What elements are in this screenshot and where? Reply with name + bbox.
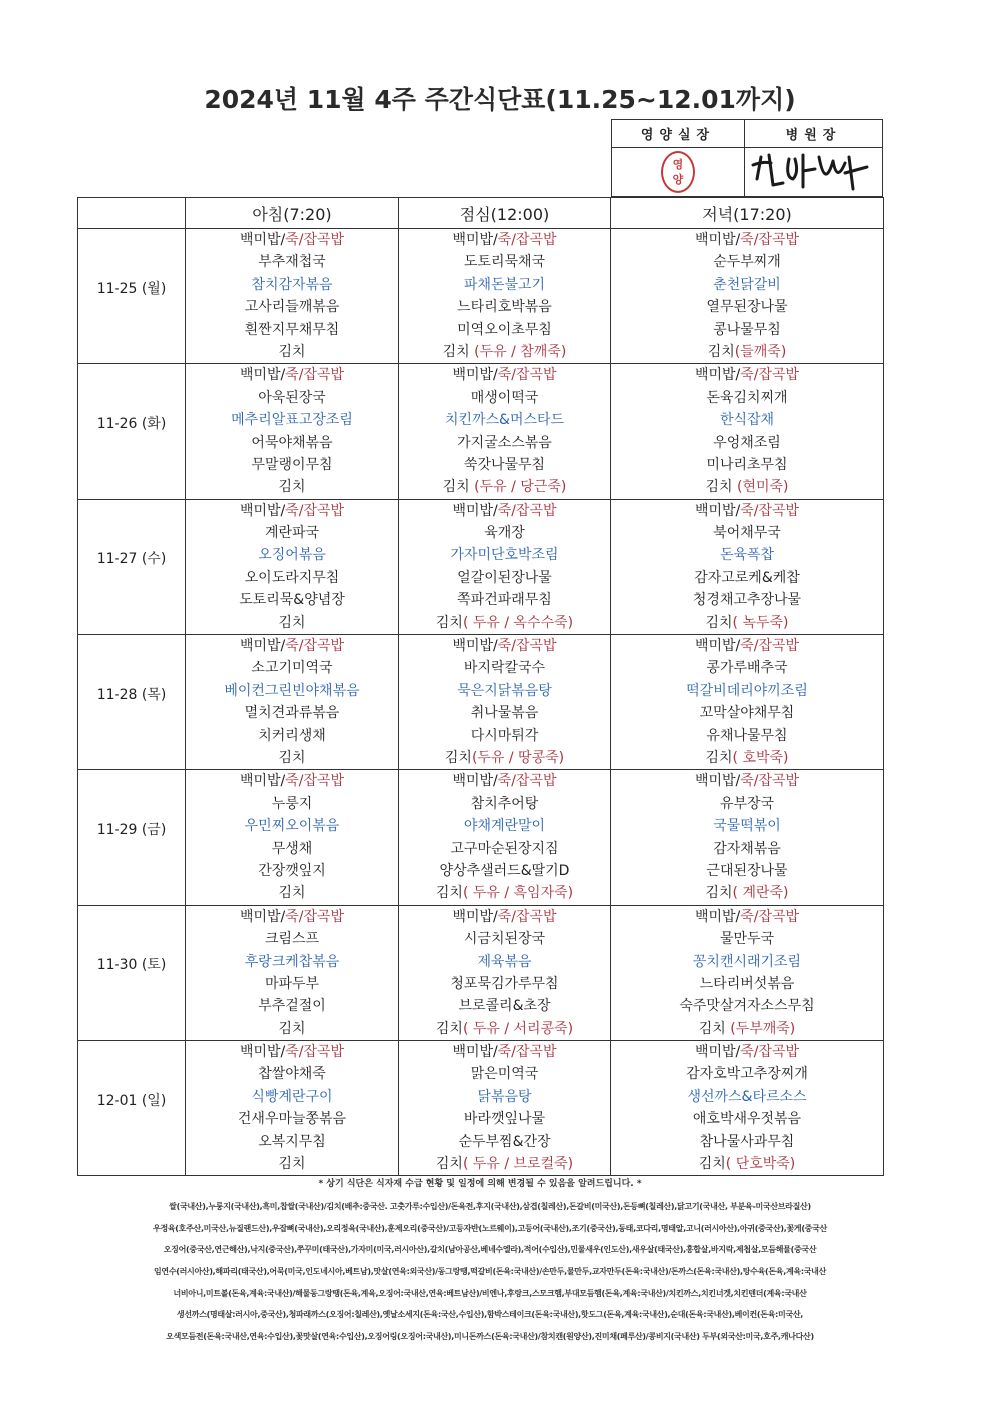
menu-item: 돈육폭찹 xyxy=(719,547,775,564)
kimchi: 김치 xyxy=(707,343,735,360)
origin-line: 우정육(호주산,미국산,뉴질랜드산),우잡뼈(국내산),오리정육(국내산),훈제오리(중국산)/고등자반(노르웨이),고등어(국내산),조기(중국산),동태,코다리,명태알,고니(러시아산),아귀(중국산),꽃게(중국산 xyxy=(153,1223,827,1233)
rice-white: 백미밥/ xyxy=(452,773,498,790)
rice-porridge-grain: 죽/잡곡밥 xyxy=(285,908,345,925)
kimchi: 김치 xyxy=(278,1020,306,1037)
rice-line xyxy=(399,364,610,386)
menu-item: 감자호박고추장찌개 xyxy=(686,1066,808,1083)
menu-item: 제육볶음 xyxy=(477,953,532,970)
kimchi-line xyxy=(611,612,883,634)
menu-item: 순두부찜&간장 xyxy=(458,1133,551,1150)
menu-item: 흰짠지무채무침 xyxy=(244,321,340,338)
menu-item: 국물떡볶이 xyxy=(713,818,781,835)
lunch-cell xyxy=(399,364,611,499)
menu-item: 춘천닭갈비 xyxy=(713,276,781,293)
origin-line: 오징어(중국산,연근해산),낙지(중국산),쭈꾸미(태국산),가자미(미국,러시아산),갈치(남아공산,베네수엘라),적어(수입산),민물새우(인도산),새우살(태국산),홍합살,바지락,제첩살,모듬해물(중국산 xyxy=(163,1245,817,1255)
rice-porridge-grain: 죽/잡곡밥 xyxy=(740,367,800,384)
origin-line: 생선까스(명태살:러시아,중국산),청파래까스(오징어:칠레산),옛날소세지(돈육:국산,수입산),함박스테이크(돈육:국내산),핫도그(돈육,계육:국내산),순대(돈육:국내산),베이컨(돈육:미국산, xyxy=(176,1310,804,1320)
kimchi-line xyxy=(186,1153,398,1175)
rice-porridge-grain: 죽/잡곡밥 xyxy=(285,502,345,519)
menu-item: 다시마튀각 xyxy=(470,727,539,744)
kimchi: 김치 xyxy=(278,614,306,631)
rice-white: 백미밥/ xyxy=(694,638,741,655)
date-cell: 11-30 (토) xyxy=(78,905,186,1040)
rice-white: 백미밥/ xyxy=(452,502,498,519)
breakfast-cell xyxy=(186,1041,399,1176)
signature-icon xyxy=(749,149,879,195)
menu-table xyxy=(77,197,884,1176)
menu-item: 치킨까스&머스타드 xyxy=(444,412,565,429)
menu-item: 꽁치캔시래기조림 xyxy=(692,953,802,970)
breakfast-cell xyxy=(186,499,399,634)
day-row xyxy=(78,499,884,634)
breakfast-cell xyxy=(186,364,399,499)
kimchi-line xyxy=(186,1018,398,1040)
menu-item: 오징어볶음 xyxy=(258,547,326,564)
dinner-cell xyxy=(611,499,884,634)
kimchi-line xyxy=(611,341,883,363)
menu-item: 오복지무침 xyxy=(258,1133,326,1150)
menu-item: 건새우마늘쫑볶음 xyxy=(237,1111,347,1128)
menu-item: 돈육김치찌개 xyxy=(706,389,788,406)
menu-item: 고구마순된장지짐 xyxy=(450,840,559,857)
rice-line xyxy=(611,770,883,792)
rice-line xyxy=(399,770,610,792)
rice-line xyxy=(611,364,883,386)
nutritionist-label: 영양실장 xyxy=(612,120,745,148)
kimchi-line xyxy=(399,1018,610,1040)
porridge-note: ( 두유 / 브로컬죽) xyxy=(462,1156,574,1173)
menu-item: 맑은미역국 xyxy=(470,1066,539,1083)
rice-line xyxy=(186,1041,398,1063)
kimchi: 김치 xyxy=(278,479,306,496)
kimchi-line xyxy=(611,476,883,498)
menu-item: 아욱된장국 xyxy=(258,389,326,406)
kimchi-line xyxy=(399,747,610,769)
menu-item: 양상추샐러드&딸기D xyxy=(439,862,570,879)
menu-item: 누룽지 xyxy=(271,795,313,812)
kimchi-line xyxy=(399,1153,610,1175)
kimchi-line xyxy=(186,341,398,363)
menu-item: 무말랭이무침 xyxy=(251,456,333,473)
origin-line: 오색모듬전(돈육:국내산,연육:수입산),꽃맛살(연육:수입산),오징어링(오징어:국내산),미니돈까스(돈육:국내산)/참치캔(원양산),진미채(페루산)/콩비지(국내산) 두부(외국산:미국,호주,캐나다산) xyxy=(166,1332,814,1342)
rice-porridge-grain: 죽/잡곡밥 xyxy=(740,908,800,925)
rice-white: 백미밥/ xyxy=(239,773,286,790)
header-row xyxy=(78,198,884,229)
rice-line xyxy=(611,906,883,928)
menu-item: 식빵계란구이 xyxy=(251,1088,333,1105)
kimchi-line xyxy=(399,341,610,363)
menu-item: 꼬막살야채무침 xyxy=(699,705,795,722)
dinner-cell xyxy=(611,635,884,770)
kimchi: 김치 xyxy=(278,343,306,360)
rice-porridge-grain: 죽/잡곡밥 xyxy=(740,502,800,519)
date-cell: 11-26 (화) xyxy=(78,364,186,499)
day-row xyxy=(78,635,884,770)
menu-item: 미나리초무침 xyxy=(706,456,788,473)
kimchi: 김치 xyxy=(698,1156,726,1173)
lunch-cell xyxy=(399,499,611,634)
menu-item: 마파두부 xyxy=(264,975,320,992)
porridge-note: ( 두유 / 흑임자죽) xyxy=(462,885,574,902)
rice-porridge-grain: 죽/잡곡밥 xyxy=(740,773,800,790)
menu-item: 매생이떡국 xyxy=(470,389,539,406)
kimchi: 김치 xyxy=(278,749,306,766)
seal-char: 영 xyxy=(672,158,684,171)
rice-porridge-grain: 죽/잡곡밥 xyxy=(497,367,557,384)
menu-item: 청포묵김가루무침 xyxy=(450,975,559,992)
menu-item: 바지락칼국수 xyxy=(463,660,546,677)
kimchi: 김치 xyxy=(705,614,733,631)
rice-line xyxy=(186,500,398,522)
rice-white: 백미밥/ xyxy=(694,232,741,248)
rice-white: 백미밥/ xyxy=(452,232,498,248)
menu-item: 멸치견과류볶음 xyxy=(244,705,340,722)
dinner-cell xyxy=(611,229,884,364)
menu-item: 유부장국 xyxy=(719,795,775,812)
menu-item: 물만두국 xyxy=(719,931,775,948)
origin-line: 쌀(국내산),누룽지(국내산),흑미,찹쌀(국내산)/김치(배추:중국산. 고춧가루:수입산)/돈육전,후지(국내산),삼겹(칠레산),돈갈비(미국산),돈등뼈(칠레산),닭고기(국내산, 부분육-미국산브라질산) xyxy=(169,1202,811,1211)
rice-line xyxy=(399,906,610,928)
rice-white: 백미밥/ xyxy=(239,638,286,655)
breakfast-cell xyxy=(186,905,399,1040)
menu-item: 생선까스&타르소스 xyxy=(687,1088,807,1105)
dinner-cell xyxy=(611,905,884,1040)
red-seal-stamp xyxy=(661,151,695,193)
rice-line xyxy=(186,229,398,251)
porridge-note: (두유 / 당근죽) xyxy=(474,479,567,496)
menu-item: 간장깻잎지 xyxy=(258,862,326,879)
menu-item: 쑥갓나물무침 xyxy=(463,456,546,473)
rice-porridge-grain: 죽/잡곡밥 xyxy=(497,1044,557,1061)
menu-item: 애호박새우젓볶음 xyxy=(692,1111,802,1128)
kimchi: 김치 xyxy=(698,1020,731,1037)
porridge-note: ( 단호박죽) xyxy=(725,1156,796,1173)
rice-line xyxy=(399,500,610,522)
kimchi: 김치 xyxy=(435,1020,463,1037)
menu-item: 야채계란말이 xyxy=(463,818,546,835)
dinner-cell xyxy=(611,364,884,499)
rice-white: 백미밥/ xyxy=(239,367,286,384)
approval-box xyxy=(611,119,883,197)
director-signature-cell xyxy=(745,148,882,196)
rice-porridge-grain: 죽/잡곡밥 xyxy=(285,367,345,384)
menu-item: 북어채무국 xyxy=(713,525,781,542)
menu-item: 가지굴소스볶음 xyxy=(457,434,552,451)
menu-item: 순두부찌개 xyxy=(713,254,781,271)
rice-white: 백미밥/ xyxy=(239,502,286,519)
rice-white: 백미밥/ xyxy=(239,1044,286,1061)
kimchi-line xyxy=(611,747,883,769)
day-row xyxy=(78,229,884,364)
rice-line xyxy=(611,229,883,251)
day-row xyxy=(78,1041,884,1176)
header-blank xyxy=(78,198,186,229)
kimchi: 김치 xyxy=(442,479,475,496)
rice-white: 백미밥/ xyxy=(694,367,741,384)
rice-line xyxy=(186,906,398,928)
porridge-note: ( 두유 / 옥수수죽) xyxy=(462,614,574,631)
rice-line xyxy=(611,1041,883,1063)
menu-item: 우엉채조림 xyxy=(713,434,781,451)
menu-item: 무생채 xyxy=(271,840,313,857)
menu-item: 파채돈불고기 xyxy=(463,276,546,293)
menu-item: 콩가루배추국 xyxy=(706,660,788,677)
rice-line xyxy=(186,770,398,792)
rice-porridge-grain: 죽/잡곡밥 xyxy=(497,908,557,925)
lunch-cell xyxy=(399,770,611,905)
day-row xyxy=(78,364,884,499)
menu-item: 베이컨그린빈야채볶음 xyxy=(224,682,360,699)
breakfast-cell xyxy=(186,770,399,905)
rice-white: 백미밥/ xyxy=(452,908,498,925)
header-dinner: 저녁(17:20) xyxy=(611,198,884,229)
rice-porridge-grain: 죽/잡곡밥 xyxy=(740,638,800,655)
rice-line xyxy=(399,1041,610,1063)
porridge-note: ( 두유 / 서리콩죽) xyxy=(462,1020,574,1037)
menu-item: 도토리묵&양념장 xyxy=(239,592,345,609)
origin-line: 너비아니,미트볼(돈육,계육:국내산)/해물동그랑땡(돈육,계육,오징어:국내산,연육:베트남산)/비엔나,후랑크,스모크햄,부대모듬햄(돈육,계육:국내산)/치킨까스,치킨너겟,치킨텐더(계육:국내산 xyxy=(173,1288,807,1298)
menu-item: 근대된장나물 xyxy=(706,862,788,879)
rice-white: 백미밥/ xyxy=(694,773,741,790)
kimchi-line xyxy=(399,882,610,904)
menu-item: 숙주맛살겨자소스무침 xyxy=(679,998,815,1015)
rice-line xyxy=(186,635,398,657)
rice-line xyxy=(611,635,883,657)
kimchi-line xyxy=(186,882,398,904)
seal-char: 양 xyxy=(672,173,684,186)
breakfast-cell xyxy=(186,229,399,364)
menu-item: 바라깻잎나물 xyxy=(463,1111,546,1128)
menu-item: 우민찌오이볶음 xyxy=(244,818,340,835)
date-cell: 11-28 (목) xyxy=(78,635,186,770)
date-cell: 11-25 (월) xyxy=(78,229,186,364)
kimchi: 김치 xyxy=(705,479,737,496)
rice-white: 백미밥/ xyxy=(239,908,286,925)
porridge-note: (들깨죽) xyxy=(734,343,787,360)
rice-porridge-grain: 죽/잡곡밥 xyxy=(497,232,557,248)
rice-porridge-grain: 죽/잡곡밥 xyxy=(497,502,557,519)
menu-item: 얼갈이된장나물 xyxy=(457,569,552,586)
menu-item: 계란파국 xyxy=(264,525,320,542)
rice-line xyxy=(399,229,610,251)
rice-porridge-grain: 죽/잡곡밥 xyxy=(740,232,800,248)
dinner-cell xyxy=(611,770,884,905)
rice-porridge-grain: 죽/잡곡밥 xyxy=(497,638,557,655)
menu-item: 부추겉절이 xyxy=(258,998,326,1015)
menu-item: 메추리알표고장조림 xyxy=(231,412,353,429)
breakfast-cell xyxy=(186,635,399,770)
rice-porridge-grain: 죽/잡곡밥 xyxy=(740,1044,800,1061)
kimchi: 김치 xyxy=(278,885,306,902)
menu-item: 소고기미역국 xyxy=(251,660,333,677)
kimchi: 김치 xyxy=(435,885,463,902)
menu-item: 도토리묵채국 xyxy=(463,254,546,271)
kimchi: 김치 xyxy=(278,1156,306,1173)
menu-item: 감자고로케&케찹 xyxy=(694,569,800,586)
menu-item: 취나물볶음 xyxy=(470,705,539,722)
lunch-cell xyxy=(399,905,611,1040)
rice-line xyxy=(611,500,883,522)
rice-porridge-grain: 죽/잡곡밥 xyxy=(285,638,345,655)
rice-white: 백미밥/ xyxy=(694,1044,741,1061)
rice-porridge-grain: 죽/잡곡밥 xyxy=(285,232,345,248)
rice-white: 백미밥/ xyxy=(452,638,498,655)
menu-item: 어묵야채볶음 xyxy=(251,434,333,451)
menu-item: 쪽파건파래무침 xyxy=(457,592,552,609)
kimchi: 김치 xyxy=(705,885,733,902)
rice-white: 백미밥/ xyxy=(694,502,741,519)
menu-item: 콩나물무침 xyxy=(713,321,781,338)
rice-line xyxy=(186,364,398,386)
rice-white: 백미밥/ xyxy=(452,1044,498,1061)
menu-item: 시금치된장국 xyxy=(463,931,546,948)
menu-item: 느타리버섯볶음 xyxy=(699,975,795,992)
rice-line xyxy=(399,635,610,657)
kimchi-line xyxy=(399,476,610,498)
nutritionist-seal-cell xyxy=(612,148,745,196)
director-label: 병원장 xyxy=(745,120,882,148)
porridge-note: (두부깨죽) xyxy=(730,1020,796,1037)
menu-item: 크림스프 xyxy=(264,931,320,948)
rice-porridge-grain: 죽/잡곡밥 xyxy=(285,1044,345,1061)
menu-item: 육개장 xyxy=(484,525,525,542)
menu-item: 한식잡채 xyxy=(719,412,775,429)
kimchi-line xyxy=(611,1018,883,1040)
menu-item: 치커리생채 xyxy=(258,727,326,744)
header-breakfast: 아침(7:20) xyxy=(186,198,399,229)
dinner-cell xyxy=(611,1041,884,1176)
kimchi-line xyxy=(611,882,883,904)
kimchi-line xyxy=(399,612,610,634)
date-cell: 11-27 (수) xyxy=(78,499,186,634)
origin-line: 임연수(러시아산),해파리(태국산),어묵(미국,인도네시아,베트남),맛살(연육:외국산)/동그랑땡,떡갈비(돈육:국내산)/손만두,물만두,교자만두(돈육:국내산)/돈까스(돈육:국내산),탕수육(돈육,계육:국내산 xyxy=(153,1267,827,1277)
notice-text: * 상기 식단은 식자재 수급 현황 및 일정에 의해 변경될 수 있음을 알려드립니다. * xyxy=(318,1179,642,1189)
kimchi-line xyxy=(186,476,398,498)
menu-item: 미역오이초무침 xyxy=(457,321,552,338)
menu-item: 부추재첩국 xyxy=(258,254,326,271)
porridge-note: ( 녹두죽) xyxy=(732,614,789,631)
menu-item: 묵은지닭볶음탕 xyxy=(457,682,552,699)
lunch-cell xyxy=(399,229,611,364)
lunch-cell xyxy=(399,1041,611,1176)
origin-info xyxy=(90,1196,890,1348)
day-row xyxy=(78,905,884,1040)
menu-item: 참치추어탕 xyxy=(470,795,539,812)
kimchi-line xyxy=(186,612,398,634)
menu-item: 유채나물무침 xyxy=(706,727,788,744)
kimchi-line xyxy=(611,1153,883,1175)
menu-item: 후랑크케찹볶음 xyxy=(244,953,340,970)
porridge-note: (두유 / 땅콩죽) xyxy=(471,749,565,766)
rice-porridge-grain: 죽/잡곡밥 xyxy=(285,773,345,790)
kimchi: 김치 xyxy=(444,749,472,766)
menu-item: 고사리들깨볶음 xyxy=(244,299,340,316)
menu-item: 닭볶음탕 xyxy=(477,1088,532,1105)
page-title: 2024년 11월 4주 주간식단표(11.25~12.01까지) xyxy=(204,85,796,114)
menu-item: 감자채볶음 xyxy=(713,840,781,857)
date-cell: 12-01 (일) xyxy=(78,1041,186,1176)
rice-white: 백미밥/ xyxy=(452,367,498,384)
menu-item: 오이도라지무침 xyxy=(244,569,340,586)
porridge-note: ( 호박죽) xyxy=(732,749,789,766)
porridge-note: ( 계란죽) xyxy=(732,885,789,902)
kimchi: 김치 xyxy=(705,749,733,766)
menu-item: 느타리호박볶음 xyxy=(457,299,552,316)
menu-item: 떡갈비데리야끼조림 xyxy=(686,682,808,699)
menu-item: 가자미단호박조림 xyxy=(450,547,559,564)
menu-item: 참치감자볶음 xyxy=(251,276,333,293)
kimchi: 김치 xyxy=(435,1156,463,1173)
menu-item: 브로콜리&초장 xyxy=(458,998,551,1015)
menu-item: 찹쌀야채죽 xyxy=(258,1066,326,1083)
menu-item: 청경채고추장나물 xyxy=(692,592,802,609)
lunch-cell xyxy=(399,635,611,770)
rice-white: 백미밥/ xyxy=(239,232,286,248)
porridge-note: (두유 / 참깨죽) xyxy=(474,343,567,360)
menu-item: 열무된장나물 xyxy=(706,299,788,316)
rice-white: 백미밥/ xyxy=(694,908,741,925)
day-row xyxy=(78,770,884,905)
porridge-note: (현미죽) xyxy=(737,479,789,496)
kimchi: 김치 xyxy=(442,343,475,360)
kimchi: 김치 xyxy=(435,614,463,631)
rice-porridge-grain: 죽/잡곡밥 xyxy=(497,773,557,790)
kimchi-line xyxy=(186,747,398,769)
date-cell: 11-29 (금) xyxy=(78,770,186,905)
menu-item: 참나물사과무침 xyxy=(699,1133,795,1150)
header-lunch: 점심(12:00) xyxy=(399,198,611,229)
